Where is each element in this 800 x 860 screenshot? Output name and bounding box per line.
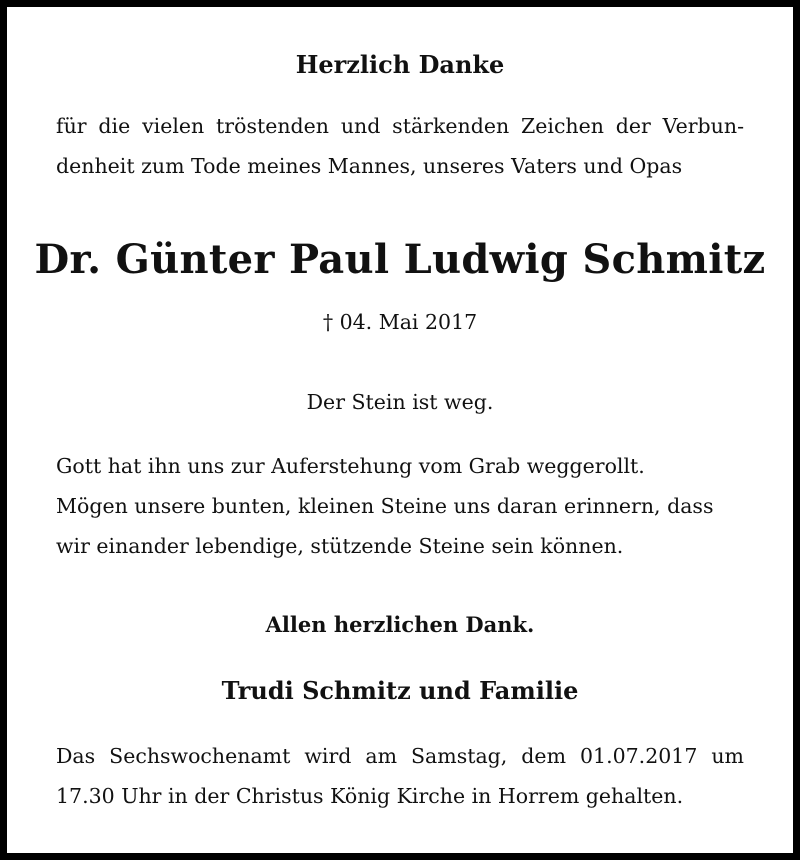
closing-thanks: Allen herzlichen Dank. <box>265 612 535 637</box>
service-line-1: Das Sechswochenamt wird am Samstag, dem 01.07.2017 um <box>56 744 744 768</box>
service-line-2: 17.30 Uhr in der Christus König Kirche in Horrem gehalten. <box>56 784 684 808</box>
service-paragraph <box>0 736 800 816</box>
intro-line-2: denheit zum Tode meines Mannes, unseres Vaters und Opas <box>56 154 683 178</box>
intro-line-1: für die vielen tröstenden und stärkenden Zeichen der Verbun- <box>56 114 744 138</box>
intro-paragraph <box>0 106 800 186</box>
message-line-1: Gott hat ihn uns zur Auferstehung vom Grab weggerollt. <box>56 454 645 478</box>
thanks-heading: Herzlich Danke <box>295 50 505 79</box>
quote-text: Der Stein ist weg. <box>306 390 494 414</box>
deceased-name: Dr. Günter Paul Ludwig Schmitz <box>34 236 766 283</box>
signature: Trudi Schmitz und Familie <box>221 676 579 705</box>
message-line-2: Mögen unsere bunten, kleinen Steine uns daran erinnern, dass <box>56 494 714 518</box>
message-line-3: wir einander lebendige, stützende Steine sein können. <box>56 534 624 558</box>
message-paragraph <box>0 446 800 566</box>
death-date: † 04. Mai 2017 <box>322 310 478 334</box>
